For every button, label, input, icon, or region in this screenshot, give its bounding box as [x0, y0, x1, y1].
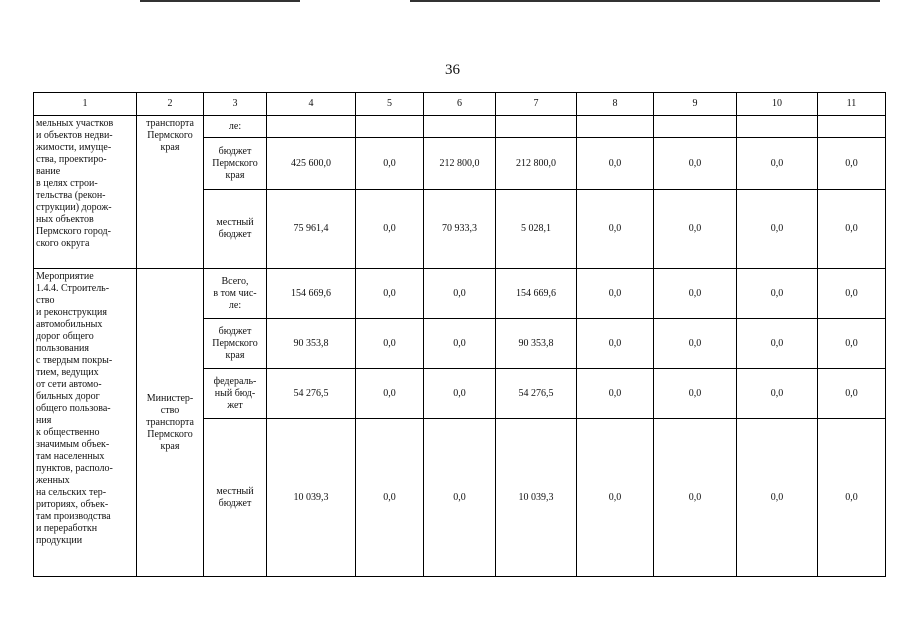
value-cell: 0,0 — [577, 269, 654, 319]
value-cell: 70 933,3 — [424, 190, 496, 269]
value-cell: 0,0 — [356, 190, 424, 269]
table-row — [34, 116, 886, 138]
value-cell — [424, 116, 496, 138]
value-cell: 5 028,1 — [496, 190, 577, 269]
value-cell: 425 600,0 — [267, 138, 356, 190]
value-cell: 212 800,0 — [424, 138, 496, 190]
value-cell — [737, 116, 818, 138]
value-cell: 0,0 — [356, 138, 424, 190]
page-number: 36 — [445, 62, 460, 78]
header-cell: 7 — [496, 93, 577, 116]
executor: Министер- ство транспорта Пермского края — [137, 269, 204, 577]
value-cell — [577, 116, 654, 138]
funding-source: местный бюджет — [204, 419, 267, 577]
header-cell: 8 — [577, 93, 654, 116]
header-row — [34, 93, 886, 116]
value-cell: 0,0 — [577, 138, 654, 190]
value-cell: 75 961,4 — [267, 190, 356, 269]
value-cell: 0,0 — [654, 138, 737, 190]
funding-source: бюджет Пермского края — [204, 138, 267, 190]
value-cell — [654, 116, 737, 138]
value-cell: 54 276,5 — [496, 369, 577, 419]
value-cell: 0,0 — [577, 190, 654, 269]
value-cell: 0,0 — [424, 319, 496, 369]
value-cell: 0,0 — [737, 269, 818, 319]
executor: транспорта Пермского края — [137, 116, 204, 269]
value-cell: 54 276,5 — [267, 369, 356, 419]
value-cell: 0,0 — [356, 269, 424, 319]
header-cell: 1 — [34, 93, 137, 116]
value-cell: 0,0 — [424, 269, 496, 319]
top-rule-left — [140, 0, 300, 2]
value-cell: 0,0 — [737, 319, 818, 369]
funding-source: местный бюджет — [204, 190, 267, 269]
header-cell: 2 — [137, 93, 204, 116]
value-cell: 0,0 — [654, 419, 737, 577]
value-cell: 0,0 — [654, 369, 737, 419]
funding-source: Всего, в том чис- ле: — [204, 269, 267, 319]
funding-source: ле: — [204, 116, 267, 138]
value-cell: 10 039,3 — [496, 419, 577, 577]
header-cell: 11 — [818, 93, 886, 116]
value-cell: 0,0 — [577, 319, 654, 369]
value-cell: 0,0 — [818, 138, 886, 190]
value-cell: 0,0 — [818, 269, 886, 319]
value-cell: 0,0 — [424, 419, 496, 577]
table-row — [34, 269, 886, 319]
value-cell: 0,0 — [577, 419, 654, 577]
value-cell: 90 353,8 — [496, 319, 577, 369]
top-rule-right — [410, 0, 880, 2]
value-cell: 0,0 — [654, 190, 737, 269]
value-cell: 0,0 — [356, 319, 424, 369]
activity-description: мельных участков и объектов недви- жимости, имуще- ства, проектиро- вание в целях строи- тельства (рекон- струкции) дорож- ных объектов Пермского город- ского округа — [34, 116, 137, 269]
header-cell: 5 — [356, 93, 424, 116]
activity-description: Мероприятие 1.4.4. Строитель- ство и реконструкция автомобильных дорог общего пользования с твердым покры- тием, ведущих от сети автомо- бильных дорог общего пользова- ния к общественно значимым объек- там населенных пунктов, располо- женных на сельских тер- риториях, объек- там производства и переработкн продукции — [34, 269, 137, 577]
value-cell — [818, 116, 886, 138]
value-cell: 0,0 — [737, 190, 818, 269]
value-cell: 90 353,8 — [267, 319, 356, 369]
budget-table — [33, 92, 886, 577]
funding-source: федераль- ный бюд- жет — [204, 369, 267, 419]
value-cell — [496, 116, 577, 138]
value-cell: 212 800,0 — [496, 138, 577, 190]
header-cell: 9 — [654, 93, 737, 116]
value-cell: 0,0 — [577, 369, 654, 419]
value-cell: 0,0 — [737, 138, 818, 190]
value-cell — [267, 116, 356, 138]
value-cell: 0,0 — [818, 419, 886, 577]
value-cell: 0,0 — [818, 319, 886, 369]
value-cell: 0,0 — [356, 369, 424, 419]
value-cell: 0,0 — [654, 319, 737, 369]
value-cell: 154 669,6 — [496, 269, 577, 319]
header-cell: 10 — [737, 93, 818, 116]
header-cell: 6 — [424, 93, 496, 116]
value-cell: 0,0 — [818, 369, 886, 419]
header-cell: 3 — [204, 93, 267, 116]
value-cell: 0,0 — [818, 190, 886, 269]
value-cell — [356, 116, 424, 138]
value-cell: 0,0 — [737, 419, 818, 577]
funding-source: бюджет Пермского края — [204, 319, 267, 369]
value-cell: 10 039,3 — [267, 419, 356, 577]
value-cell: 0,0 — [737, 369, 818, 419]
value-cell: 0,0 — [356, 419, 424, 577]
value-cell: 0,0 — [654, 269, 737, 319]
value-cell: 154 669,6 — [267, 269, 356, 319]
value-cell: 0,0 — [424, 369, 496, 419]
header-cell: 4 — [267, 93, 356, 116]
